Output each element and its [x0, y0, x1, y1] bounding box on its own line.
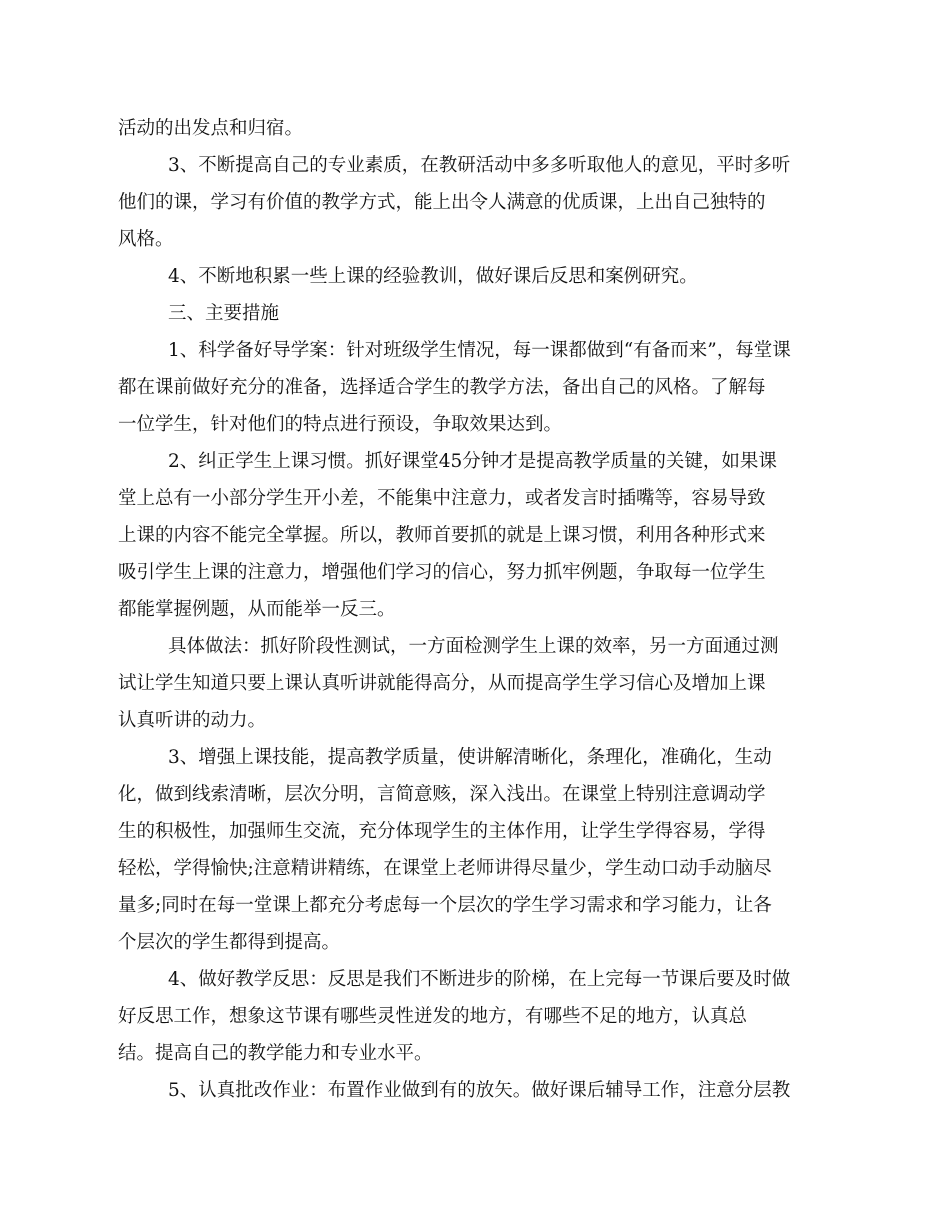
text-line: 认真听讲的动力。	[118, 710, 267, 731]
text-line: 3、不断提高自己的专业素质，在教研活动中多多听取他人的意见，平时多听	[168, 155, 791, 176]
text-line: 结。提高自己的教学能力和专业水平。	[118, 1043, 433, 1064]
text-line: 活动的出发点和归宿。	[118, 118, 304, 139]
text-line: 试让学生知道只要上课认真听讲就能得高分，从而提高学生学习信心及增加上课	[118, 673, 766, 694]
text-line: 4、做好教学反思：反思是我们不断进步的阶梯，在上完每一节课后要及时做	[168, 969, 791, 990]
text-line: 都能掌握例题，从而能举一反三。	[118, 599, 396, 620]
text-line: 上课的内容不能完全掌握。所以，教师首要抓的就是上课习惯，利用各种形式来	[118, 525, 766, 546]
text-line: 都在课前做好充分的准备，选择适合学生的教学方法，备出自己的风格。了解每	[118, 377, 766, 398]
text-line: 风格。	[118, 229, 174, 250]
text-line: 具体做法：抓好阶段性测试，一方面检测学生上课的效率，另一方面通过测	[168, 636, 779, 657]
text-line: 量多;同时在每一堂课上都充分考虑每一个层次的学生学习需求和学习能力，让各	[118, 895, 772, 916]
text-line: 3、增强上课技能，提高教学质量，使讲解清晰化，条理化，准确化，生动	[168, 747, 772, 768]
text-line: 个层次的学生都得到提高。	[118, 932, 341, 953]
text-line: 一位学生，针对他们的特点进行预设，争取效果达到。	[118, 414, 563, 435]
text-line: 1、科学备好导学案：针对班级学生情况，每一课都做到“有备而来”，每堂课	[168, 340, 791, 361]
text-line: 5、认真批改作业：布置作业做到有的放矢。做好课后辅导工作，注意分层教	[168, 1080, 791, 1101]
text-line: 三、主要措施	[168, 303, 280, 324]
text-line: 堂上总有一小部分学生开小差，不能集中注意力，或者发言时插嘴等，容易导致	[118, 488, 766, 509]
document-body	[118, 110, 830, 1109]
text-line: 2、纠正学生上课习惯。抓好课堂45分钟才是提高教学质量的关键，如果课	[168, 451, 777, 472]
text-line: 4、不断地积累一些上课的经验教训，做好课后反思和案例研究。	[168, 266, 698, 287]
text-line: 他们的课，学习有价值的教学方式，能上出令人满意的优质课，上出自己独特的	[118, 192, 766, 213]
text-line: 吸引学生上课的注意力，增强他们学习的信心，努力抓牢例题，争取每一位学生	[118, 562, 766, 583]
text-line: 轻松，学得愉快;注意精讲精练，在课堂上老师讲得尽量少，学生动口动手动脑尽	[118, 858, 772, 879]
text-line: 化，做到线索清晰，层次分明，言简意赅，深入浅出。在课堂上特别注意调动学	[118, 784, 766, 805]
text-line: 生的积极性，加强师生交流，充分体现学生的主体作用，让学生学得容易，学得	[118, 821, 766, 842]
text-line: 好反思工作，想象这节课有哪些灵性迸发的地方，有哪些不足的地方，认真总	[118, 1006, 748, 1027]
